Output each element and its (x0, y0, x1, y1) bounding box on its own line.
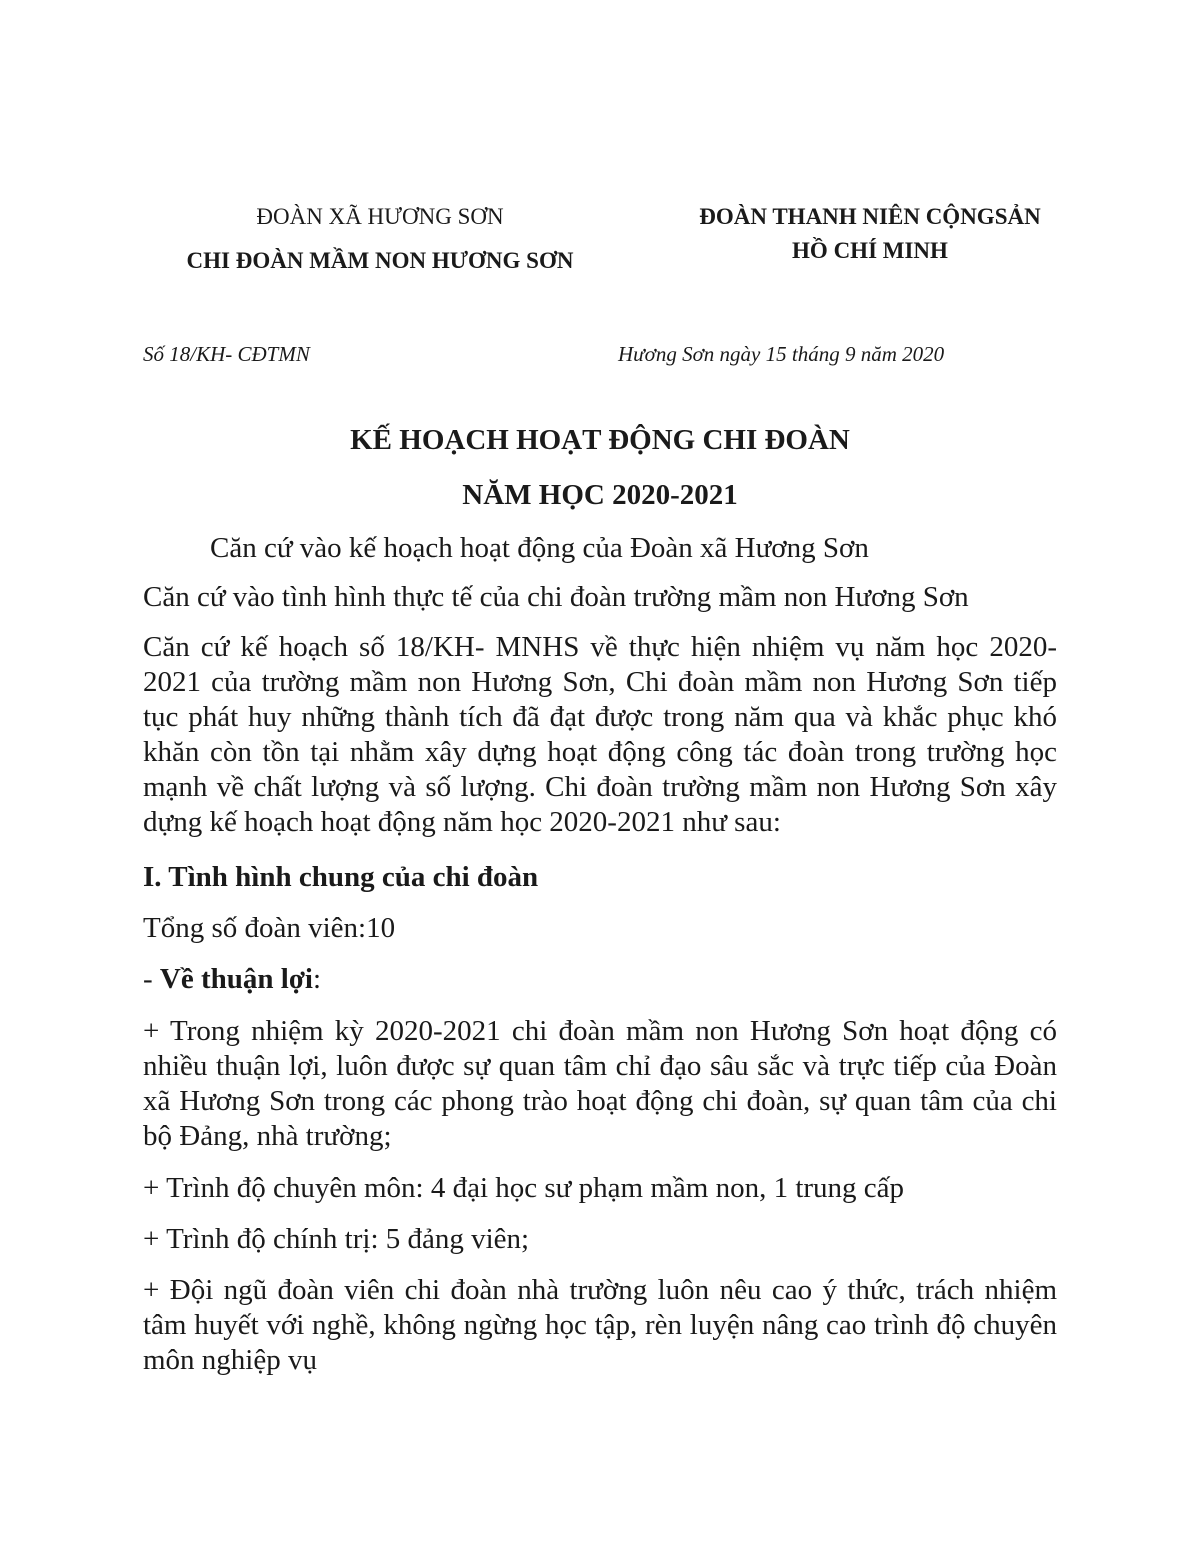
advantage-item: + Đội ngũ đoàn viên chi đoàn nhà trường luôn nêu cao ý thức, trách nhiệm tâm huyết với nghề, không ngừng học tập, rèn luyện nâng cao trình độ chuyên môn nghiệp vụ (143, 1274, 1057, 1376)
advantage-item: + Trình độ chính trị: 5 đảng viên; (143, 1223, 530, 1255)
union-name-line2: HỒ CHÍ MINH (792, 238, 948, 263)
basis-paragraph-3: Căn cứ kế hoạch số 18/KH- MNHS về thực hiện nhiệm vụ năm học 2020-2021 của trường mầm non Hương Sơn, Chi đoàn mầm non Hương Sơn tiếp tục phát huy những thành tích đã đạt được trong năm qua và khắc phục khó khăn còn tồn tại nhằm xây dựng hoạt động công tác đoàn trong trường học mạnh về chất lượng và số lượng. Chi đoàn trường mầm non Hương Sơn xây dựng kế hoạch hoạt động năm học 2020-2021 như sau: (143, 631, 1057, 838)
advantages-suffix: : (312, 963, 322, 995)
section-heading: I. Tình hình chung của chi đoàn (143, 861, 539, 893)
basis-paragraph-1: Căn cứ vào kế hoạch hoạt động của Đoàn xã Hương Sơn (210, 532, 869, 564)
member-count: Tổng số đoàn viên:10 (143, 912, 396, 944)
basis-paragraph-2: Căn cứ vào tình hình thực tế của chi đoàn trường mầm non Hương Sơn (143, 581, 969, 613)
document-date: Hương Sơn ngày 15 tháng 9 năm 2020 (618, 342, 945, 366)
document-title: KẾ HOẠCH HOẠT ĐỘNG CHI ĐOÀN (350, 424, 850, 456)
advantage-item: + Trong nhiệm kỳ 2020-2021 chi đoàn mầm non Hương Sơn hoạt động có nhiều thuận lợi, luôn được sự quan tâm chỉ đạo sâu sắc và trực tiếp của Đoàn xã Hương Sơn trong các phong trào hoạt động chi đoàn, sự quan tâm của chi bộ Đảng, nhà trường; (143, 1015, 1057, 1152)
advantages-prefix: - (143, 963, 160, 995)
advantages-heading (143, 962, 321, 997)
org-branch-name: CHI ĐOÀN MẦM NON HƯƠNG SƠN (186, 248, 574, 273)
advantages-label: Về thuận lợi (159, 963, 313, 995)
advantage-item: + Trình độ chuyên môn: 4 đại học sư phạm mầm non, 1 trung cấp (143, 1172, 905, 1204)
document-subtitle: NĂM HỌC 2020-2021 (462, 479, 738, 511)
union-name-line1: ĐOÀN THANH NIÊN CỘNGSẢN (699, 204, 1041, 229)
org-parent-name: ĐOÀN XÃ HƯƠNG SƠN (256, 204, 504, 229)
document-number: Số 18/KH- CĐTMN (143, 342, 310, 366)
